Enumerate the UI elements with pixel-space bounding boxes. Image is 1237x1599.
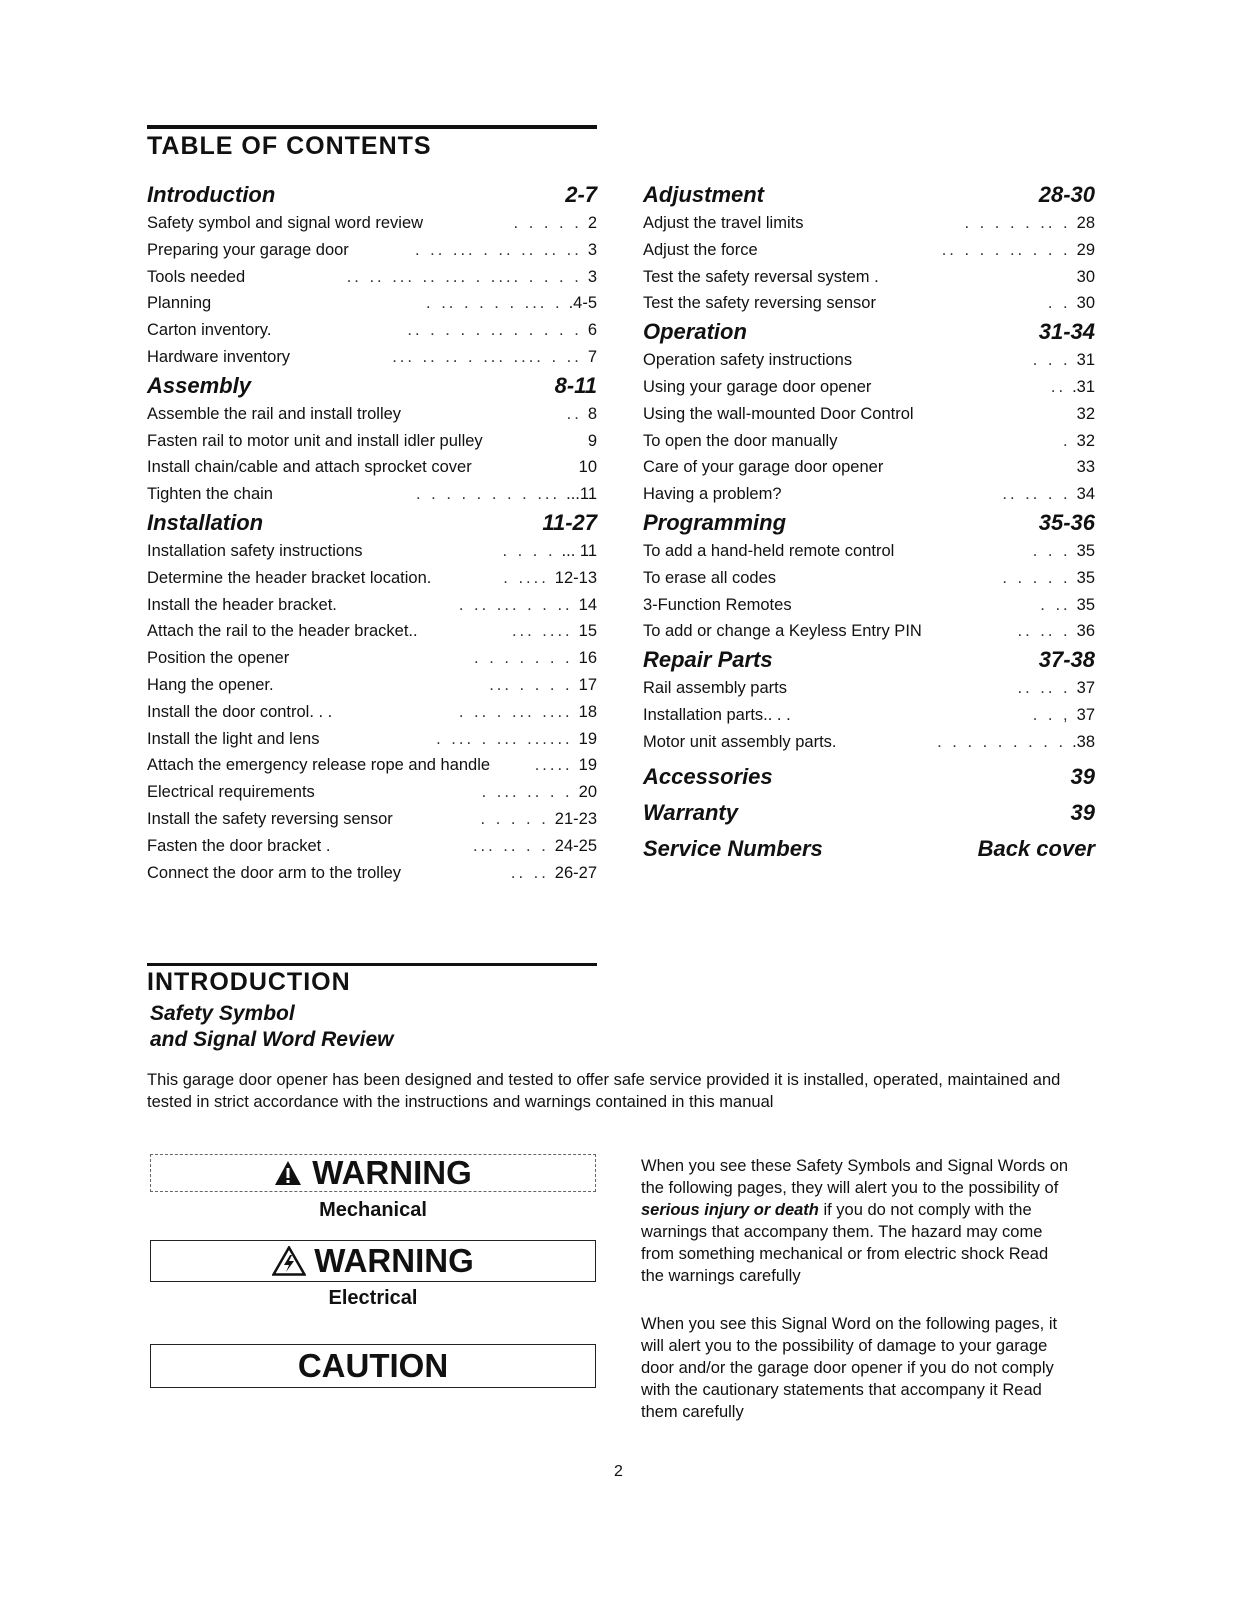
toc-entry-page: 3 bbox=[587, 267, 597, 286]
toc-section-heading bbox=[643, 645, 1095, 675]
toc-entry-label: Tools needed bbox=[147, 267, 246, 286]
toc-entry bbox=[643, 347, 1095, 374]
toc-entry-label: Care of your garage door opener bbox=[643, 458, 884, 477]
toc-entry-leader: .. bbox=[1050, 377, 1067, 396]
toc-entry-label: Install the light and lens bbox=[147, 729, 320, 748]
toc-entry-label: Preparing your garage door bbox=[147, 240, 349, 259]
toc-entry-label: Adjust the force bbox=[643, 240, 758, 259]
toc-entry-leader: . . . . . bbox=[480, 809, 549, 828]
toc-entry bbox=[643, 538, 1095, 565]
toc-entry-leader: . . . . . bbox=[513, 214, 582, 232]
toc-entry-leader: ... . . . . bbox=[489, 675, 573, 694]
toc-entry-leader: .. .. . bbox=[1017, 679, 1071, 698]
toc-entry-label: Determine the header bracket location. bbox=[147, 568, 432, 587]
toc-entry-page: 3 bbox=[587, 240, 597, 259]
toc-entry bbox=[643, 237, 1095, 264]
warning-mechanical-box bbox=[150, 1154, 596, 1192]
toc-entry-leader: . . . . . . . . . bbox=[937, 732, 1067, 751]
toc-entry-leader: . . bbox=[1047, 294, 1071, 313]
toc-entry bbox=[147, 538, 597, 565]
toc-entry-page: 34 bbox=[1076, 485, 1095, 504]
toc-entry bbox=[147, 565, 597, 592]
toc-entry-leader: . .... bbox=[503, 568, 549, 587]
toc-section-title: Repair Parts bbox=[643, 647, 773, 673]
intro-title: INTRODUCTION bbox=[147, 968, 351, 996]
toc-entry-page: ...11 bbox=[566, 485, 597, 504]
toc-entry bbox=[147, 726, 597, 753]
warning-mechanical-label: WARNING bbox=[312, 1154, 472, 1191]
toc-entry-page: 19 bbox=[578, 756, 597, 775]
serious-injury-emphasis: serious injury or death bbox=[641, 1201, 819, 1219]
toc-entry-label: 3-Function Remotes bbox=[643, 595, 792, 614]
toc-section-title: Operation bbox=[643, 319, 747, 345]
toc-section-heading bbox=[147, 371, 597, 401]
toc-entry-page: 35 bbox=[1076, 541, 1095, 560]
toc-entry-leader: .. .. . bbox=[1017, 622, 1071, 641]
toc-section-title: Assembly bbox=[147, 372, 251, 398]
toc-section-title: Installation bbox=[147, 509, 264, 535]
toc-entry-leader: . bbox=[1063, 431, 1071, 450]
toc-entry-leader: .. .. . . bbox=[1002, 485, 1071, 504]
toc-section-heading bbox=[643, 798, 1095, 828]
toc-section-pages: Back cover bbox=[977, 835, 1095, 861]
toc-section-pages: 2-7 bbox=[565, 182, 597, 207]
toc-entry bbox=[643, 729, 1095, 756]
toc-title: TABLE OF CONTENTS bbox=[147, 132, 432, 160]
toc-entry-page: 15 bbox=[578, 622, 597, 641]
toc-entry bbox=[147, 860, 597, 887]
toc-entry-leader: . .. ... . . .. bbox=[458, 595, 573, 614]
toc-entry bbox=[643, 702, 1095, 729]
toc-entry-leader: . . . . . . . . ... bbox=[416, 485, 561, 504]
toc-entry-page: 7 bbox=[587, 347, 597, 366]
caution-label: CAUTION bbox=[297, 1347, 449, 1384]
toc-entry-label: Install the door control. . . bbox=[147, 702, 333, 721]
toc-entry-page: 9 bbox=[587, 431, 597, 450]
toc-entry bbox=[147, 672, 597, 699]
toc-entry-page: 32 bbox=[1076, 404, 1095, 423]
toc-section-heading bbox=[147, 180, 597, 210]
toc-section-title: Adjustment bbox=[643, 182, 764, 207]
warning-triangle-icon bbox=[274, 1160, 302, 1186]
toc-entry-label: Assemble the rail and install trolley bbox=[147, 404, 402, 423]
toc-entry bbox=[643, 675, 1095, 702]
page-number: 2 bbox=[614, 1463, 623, 1480]
toc-entry bbox=[643, 618, 1095, 645]
toc-entry bbox=[147, 779, 597, 806]
toc-entry-leader: . .. . . . . ... . bbox=[426, 294, 563, 313]
toc-entry-page: .38 bbox=[1072, 732, 1095, 751]
toc-section-heading bbox=[643, 508, 1095, 538]
toc-entry bbox=[147, 806, 597, 833]
toc-entry-leader: . . . . . .. . bbox=[964, 214, 1071, 232]
toc-entry-label: Installation parts.. . . bbox=[643, 705, 791, 724]
toc-entry bbox=[643, 264, 1095, 291]
toc-section-pages: 8-11 bbox=[554, 372, 597, 398]
toc-top-rule bbox=[147, 125, 597, 129]
toc-entry-leader: .. bbox=[566, 404, 582, 423]
toc-entry-leader: . .. . ... .... bbox=[458, 702, 573, 721]
toc-entry-label: Tighten the chain bbox=[147, 485, 273, 504]
toc-entry-leader: ... .... bbox=[511, 622, 573, 641]
toc-entry-page: 37 bbox=[1076, 705, 1095, 724]
toc-entry-page: 33 bbox=[1076, 458, 1095, 477]
toc-entry-page: 24-25 bbox=[554, 836, 597, 855]
toc-entry bbox=[147, 699, 597, 726]
toc-right-column bbox=[643, 180, 1095, 864]
toc-entry bbox=[147, 833, 597, 860]
toc-entry-page: .31 bbox=[1072, 377, 1095, 396]
toc-section-heading bbox=[643, 180, 1095, 210]
toc-section-heading bbox=[147, 508, 597, 538]
toc-entry-label: Installation safety instructions bbox=[147, 541, 363, 560]
toc-entry-page: 10 bbox=[578, 458, 597, 477]
warning-electrical-label: WARNING bbox=[314, 1242, 474, 1279]
toc-entry-leader: .. . . . .. . . . bbox=[941, 240, 1071, 259]
toc-entry-label: Fasten rail to motor unit and install idler pulley bbox=[147, 431, 483, 450]
toc-entry-label: Install chain/cable and attach sprocket cover bbox=[147, 458, 472, 477]
toc-entry bbox=[147, 592, 597, 619]
warning-electrical-caption: Electrical bbox=[328, 1287, 418, 1309]
intro-subtitle-line1: Safety Symbol bbox=[150, 1002, 295, 1025]
toc-entry-page: 12-13 bbox=[554, 568, 597, 587]
toc-entry-page: 31 bbox=[1076, 351, 1095, 370]
toc-entry-page: 16 bbox=[578, 649, 597, 668]
toc-entry bbox=[147, 264, 597, 291]
toc-section-pages: 31-34 bbox=[1038, 319, 1095, 345]
toc-entry-leader: . .. ... . .. .. .. .. bbox=[414, 240, 582, 259]
toc-entry bbox=[147, 401, 597, 428]
toc-entry-label: Rail assembly parts bbox=[643, 679, 787, 698]
toc-section-pages: 35-36 bbox=[1038, 509, 1095, 535]
toc-entry-page: 18 bbox=[578, 702, 597, 721]
toc-entry-leader: . . . . bbox=[502, 541, 556, 560]
caution-box bbox=[150, 1344, 596, 1388]
toc-entry-leader: .. . . . . .. . . . . . bbox=[407, 321, 582, 340]
toc-entry-page: 19 bbox=[578, 729, 597, 748]
signal-warning-explanation bbox=[641, 1155, 1071, 1287]
toc-entry-label: Operation safety instructions bbox=[643, 351, 853, 370]
intro-subtitle-line2: and Signal Word Review bbox=[150, 1028, 394, 1051]
toc-entry-page: 32 bbox=[1076, 431, 1095, 450]
toc-entry bbox=[643, 428, 1095, 455]
toc-section-title: Service Numbers bbox=[643, 835, 823, 861]
toc-entry-page: 26-27 bbox=[554, 863, 597, 882]
electric-shock-triangle-icon bbox=[272, 1246, 306, 1276]
toc-entry-label: Carton inventory. bbox=[147, 321, 272, 340]
intro-paragraph: This garage door opener has been designed and tested to offer safe service provided it is installed, operated, maintained and tested in strict accordance with the instructions and warnings contained in this manual bbox=[147, 1071, 1061, 1111]
toc-entry-leader: ..... bbox=[534, 756, 573, 775]
toc-entry-leader: . .. bbox=[1040, 595, 1071, 614]
toc-entry-leader: . . , bbox=[1032, 705, 1071, 724]
toc-entry-leader: .. .. bbox=[510, 863, 549, 882]
toc-entry-label: Electrical requirements bbox=[147, 783, 315, 802]
toc-entry bbox=[643, 401, 1095, 428]
toc-entry bbox=[147, 752, 597, 779]
signal-caution-explanation: When you see this Signal Word on the following pages, it will alert you to the possibility of damage to your garage door and/or the garage door opener if you do not comply with the cautionary statements that accompany it Read them carefully bbox=[641, 1315, 1058, 1421]
toc-entry-leader: . . . . . . . bbox=[474, 649, 573, 668]
toc-entry-leader: . . . bbox=[1032, 351, 1071, 370]
toc-entry-label: Using your garage door opener bbox=[643, 377, 872, 396]
intro-subtitle bbox=[150, 1001, 394, 1053]
toc-entry-page: 30 bbox=[1076, 294, 1095, 313]
toc-section-pages: 39 bbox=[1070, 763, 1095, 789]
toc-entry-page: 17 bbox=[578, 675, 597, 694]
toc-entry-label: Connect the door arm to the trolley bbox=[147, 863, 402, 882]
toc-entry bbox=[147, 317, 597, 344]
toc-entry bbox=[643, 290, 1095, 317]
toc-entry bbox=[643, 210, 1095, 237]
toc-entry-leader: . ... .. . . bbox=[481, 783, 573, 802]
toc-entry-page: 20 bbox=[578, 783, 597, 802]
toc-entry-label: Attach the emergency release rope and handle bbox=[147, 756, 491, 775]
toc-entry-page: 21-23 bbox=[554, 809, 597, 828]
toc-entry-page: 14 bbox=[578, 595, 597, 614]
toc-section-pages: 28-30 bbox=[1038, 182, 1095, 207]
toc-entry-page: 37 bbox=[1076, 679, 1095, 698]
toc-entry bbox=[147, 344, 597, 371]
toc-section-title: Accessories bbox=[643, 763, 773, 789]
toc-entry-label: To erase all codes bbox=[643, 568, 776, 587]
toc-section-pages: 39 bbox=[1070, 799, 1095, 825]
toc-entry-leader: . . . bbox=[1032, 541, 1071, 560]
toc-entry-label: Motor unit assembly parts. bbox=[643, 732, 837, 751]
toc-entry-label: Adjust the travel limits bbox=[643, 214, 804, 232]
toc-entry bbox=[643, 565, 1095, 592]
toc-entry-leader: ... .. . . bbox=[472, 836, 549, 855]
toc-entry-page: .4-5 bbox=[568, 294, 597, 313]
toc-section-pages: 11-27 bbox=[542, 509, 597, 535]
toc-entry-page: 28 bbox=[1076, 214, 1095, 232]
toc-entry bbox=[643, 454, 1095, 481]
toc-entry-leader: . ... . ... ...... bbox=[436, 729, 573, 748]
toc-section-pages: 37-38 bbox=[1038, 647, 1095, 673]
toc-entry-label: Test the safety reversing sensor bbox=[643, 294, 876, 313]
toc-entry bbox=[147, 428, 597, 455]
toc-entry bbox=[643, 481, 1095, 508]
toc-entry bbox=[147, 481, 597, 508]
toc-entry-label: Position the opener bbox=[147, 649, 290, 668]
warning-mechanical-caption: Mechanical bbox=[319, 1199, 427, 1221]
toc-entry-page: 36 bbox=[1076, 622, 1095, 641]
toc-entry bbox=[643, 374, 1095, 401]
intro-rule bbox=[147, 963, 597, 966]
toc-entry-label: Safety symbol and signal word review bbox=[147, 214, 424, 232]
toc-entry bbox=[147, 618, 597, 645]
signal-warning-text-a: When you see these Safety Symbols and Signal Words on the following pages, they will alert you to the possibility of bbox=[641, 1157, 1069, 1197]
toc-entry-label: Planning bbox=[147, 294, 212, 313]
toc-section-title: Programming bbox=[643, 509, 787, 535]
signal-warning-text-b: if you do not comply with the warnings that accompany them. The hazard may come from something mechanical or from electric shock Read the warnings carefully bbox=[641, 1201, 1049, 1285]
toc-entry-page: 30 bbox=[1076, 267, 1095, 286]
toc-entry-leader: .. .. ... .. ... . .... . . . . bbox=[346, 267, 582, 286]
toc-entry-label: To open the door manually bbox=[643, 431, 838, 450]
toc-entry-page: 35 bbox=[1076, 595, 1095, 614]
toc-entry-label: Having a problem? bbox=[643, 485, 782, 504]
toc-entry bbox=[147, 210, 597, 237]
toc-section-heading bbox=[643, 317, 1095, 347]
toc-entry-page: 8 bbox=[587, 404, 597, 423]
toc-entry bbox=[147, 645, 597, 672]
toc-entry-leader: ... .. .. . ... .... . .. bbox=[392, 347, 582, 366]
toc-entry-label: To add or change a Keyless Entry PIN bbox=[643, 622, 922, 641]
toc-section-title: Warranty bbox=[643, 799, 738, 825]
toc-left-column bbox=[147, 180, 597, 886]
toc-entry bbox=[147, 454, 597, 481]
toc-entry-label: Using the wall-mounted Door Control bbox=[643, 404, 914, 423]
toc-entry-page: 6 bbox=[587, 321, 597, 340]
toc-section-heading bbox=[643, 834, 1095, 864]
toc-entry bbox=[147, 290, 597, 317]
toc-entry bbox=[643, 592, 1095, 619]
toc-entry-label: Hardware inventory bbox=[147, 347, 291, 366]
toc-entry-label: Test the safety reversal system . bbox=[643, 267, 879, 286]
warning-electrical-box bbox=[150, 1240, 596, 1282]
toc-entry-page: 2 bbox=[587, 214, 597, 232]
toc-entry-leader: . . . . . bbox=[1002, 568, 1071, 587]
toc-entry-page: 35 bbox=[1076, 568, 1095, 587]
toc-entry-label: Fasten the door bracket . bbox=[147, 836, 331, 855]
toc-entry-label: Hang the opener. bbox=[147, 675, 274, 694]
toc-entry-label: To add a hand-held remote control bbox=[643, 541, 895, 560]
toc-entry-label: Install the header bracket. bbox=[147, 595, 337, 614]
toc-entry bbox=[147, 237, 597, 264]
toc-entry-label: Attach the rail to the header bracket.. bbox=[147, 622, 418, 641]
toc-entry-label: Install the safety reversing sensor bbox=[147, 809, 393, 828]
toc-entry-page: ... 11 bbox=[561, 541, 597, 560]
toc-section-title: Introduction bbox=[147, 182, 276, 207]
toc-entry-page: 29 bbox=[1076, 240, 1095, 259]
toc-section-heading bbox=[643, 762, 1095, 792]
